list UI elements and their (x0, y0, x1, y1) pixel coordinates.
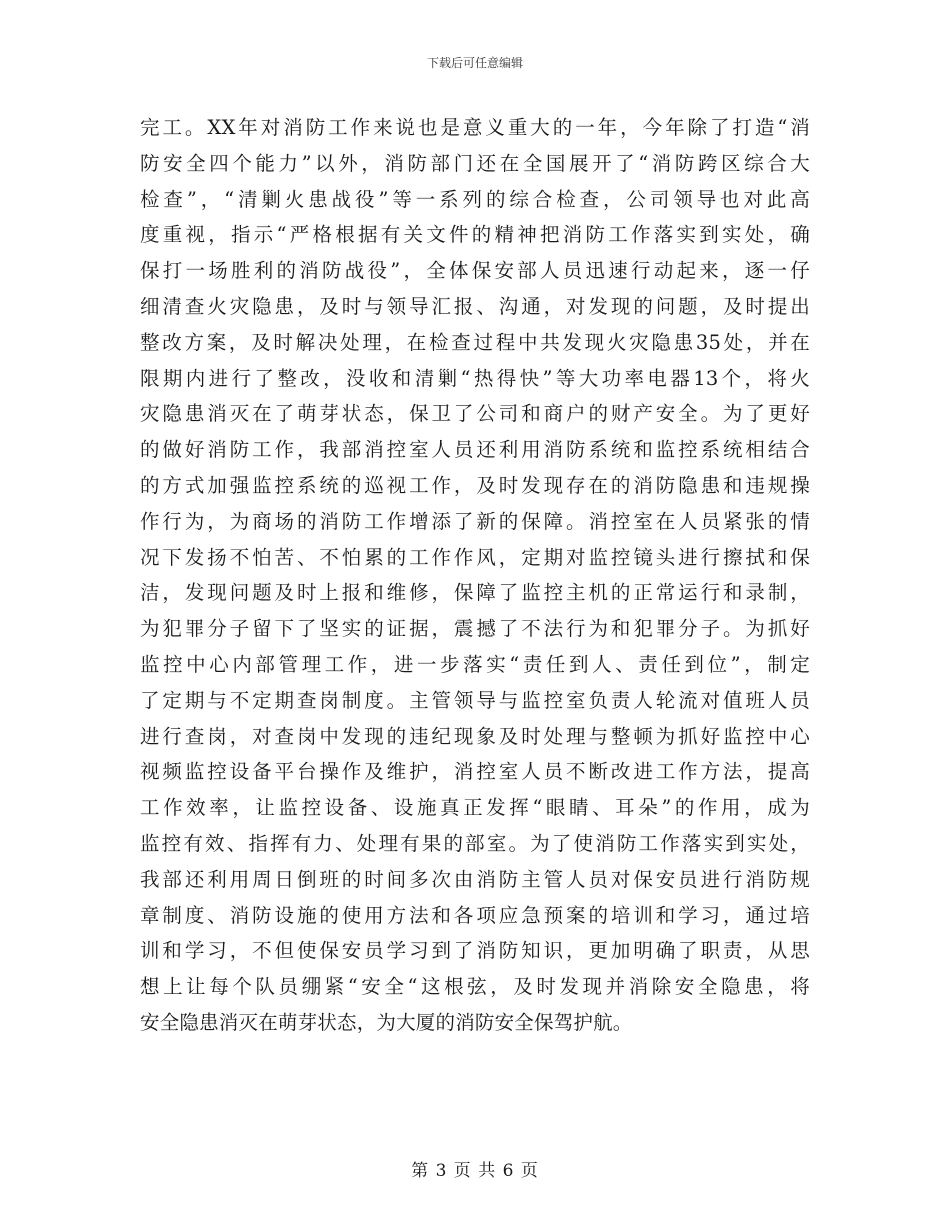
text-line: 安全隐患消灭在萌芽状态，为大厦的消防安全保驾护航。 (140, 1010, 633, 1034)
page-number: 第 3 页 共 6 页 (411, 1161, 539, 1181)
text-line: 作行为，为商场的消防工作增添了新的保障。消控室在人员紧张的情 (140, 509, 810, 533)
text-line: 限期内进行了整改，没收和清剿“热得快”等大功率电器13个，将火 (140, 366, 810, 390)
text-line: 灾隐患消灭在了萌芽状态，保卫了公司和商户的财产安全。为了更好 (140, 402, 810, 426)
text-line: 细清查火灾隐患，及时与领导汇报、沟通，对发现的问题，及时提出 (140, 294, 810, 318)
text-line: 洁，发现问题及时上报和维修，保障了监控主机的正常运行和录制， (140, 581, 810, 605)
text-line: 章制度、消防设施的使用方法和各项应急预案的培训和学习，通过培 (140, 903, 810, 927)
text-line: 的方式加强监控系统的巡视工作，及时发现存在的消防隐患和违规操 (140, 473, 810, 497)
text-line: 视频监控设备平台操作及维护，消控室人员不断改进工作方法，提高 (140, 760, 810, 784)
text-line: 保打一场胜利的消防战役”，全体保安部人员迅速行动起来，逐一仔 (140, 259, 810, 283)
text-line: 监控中心内部管理工作，进一步落实“责任到人、责任到位”，制定 (140, 652, 810, 676)
page-header-note: 下载后可任意编辑 (426, 56, 523, 70)
text-line: 想上让每个队员绷紧“安全“这根弦，及时发现并消除安全隐患，将 (140, 975, 810, 999)
text-line: 检查”，“清剿火患战役”等一系列的综合检查，公司领导也对此高 (140, 187, 810, 211)
text-line: 为犯罪分子留下了坚实的证据，震撼了不法行为和犯罪分子。为抓好 (140, 617, 810, 641)
text-line: 整改方案，及时解决处理，在检查过程中共发现火灾隐患35处，并在 (140, 330, 810, 354)
text-line: 我部还利用周日倒班的时间多次由消防主管人员对保安员进行消防规 (140, 867, 810, 891)
text-line: 工作效率，让监控设备、设施真正发挥“眼睛、耳朵”的作用，成为 (140, 796, 810, 820)
text-line: 监控有效、指挥有力、处理有果的部室。为了使消防工作落实到实处， (140, 831, 810, 855)
text-line: 了定期与不定期查岗制度。主管领导与监控室负责人轮流对值班人员 (140, 688, 810, 712)
text-line: 训和学习，不但使保安员学习到了消防知识，更加明确了职责，从思 (140, 939, 810, 963)
text-line: 的做好消防工作，我部消控室人员还利用消防系统和监控系统相结合 (140, 438, 810, 462)
text-line: 完工。XX年对消防工作来说也是意义重大的一年，今年除了打造“消 (140, 116, 810, 139)
text-line: 况下发扬不怕苦、不怕累的工作作风，定期对监控镜头进行擦拭和保 (140, 545, 810, 569)
text-line: 防安全四个能力”以外，消防部门还在全国展开了“消防跨区综合大 (140, 151, 810, 175)
text-line: 度重视，指示“严格根据有关文件的精神把消防工作落实到实处，确 (140, 223, 810, 247)
body-paragraph (140, 110, 810, 1041)
text-line: 进行查岗，对查岗中发现的违纪现象及时处理与整顿为抓好监控中心 (140, 724, 810, 748)
